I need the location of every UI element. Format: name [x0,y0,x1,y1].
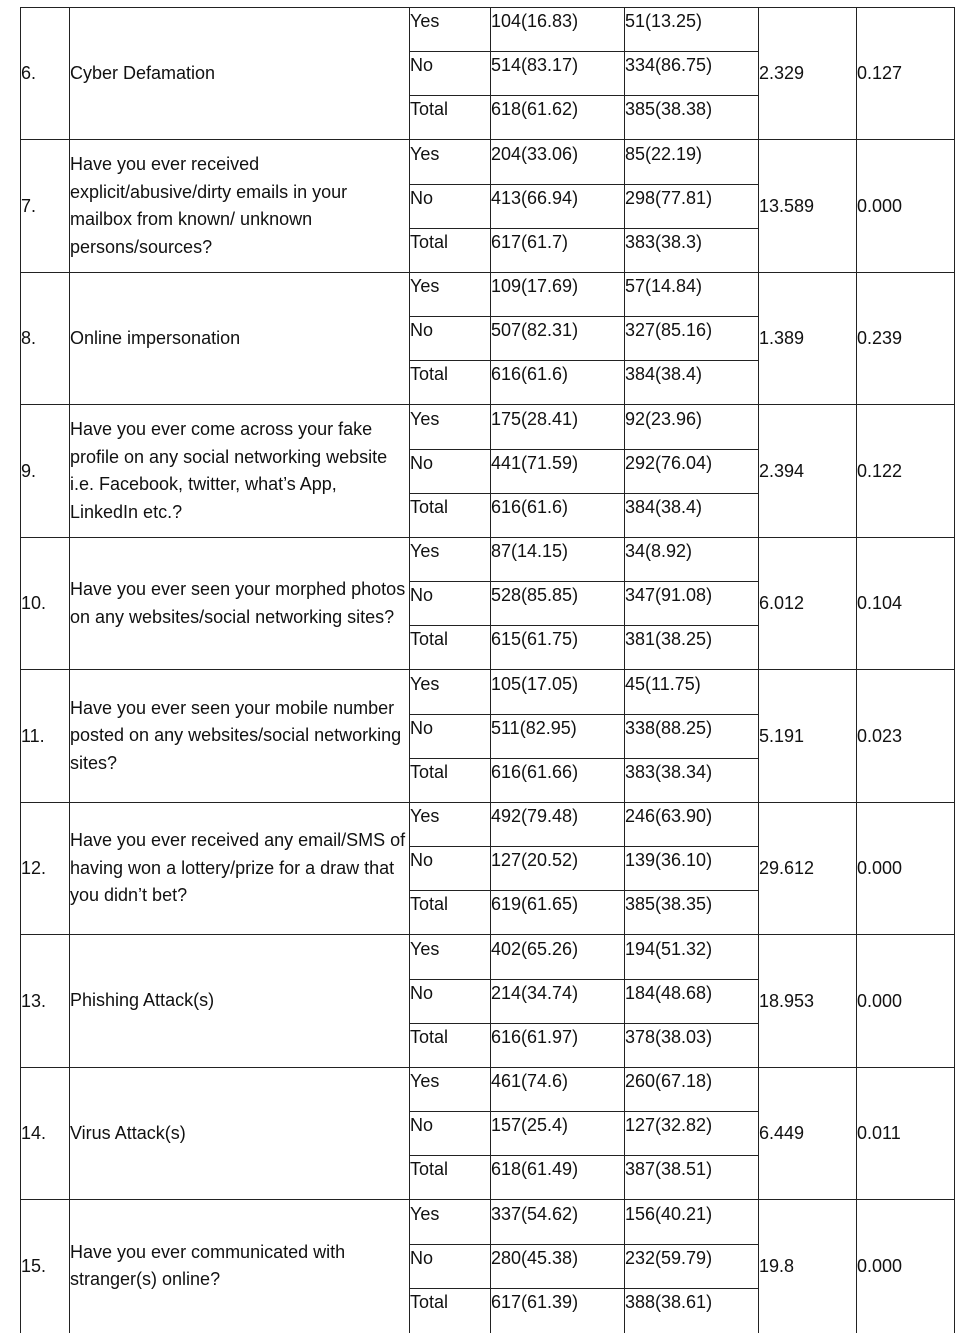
count-value-2: 85(22.19) [625,141,758,185]
count-value-1: 204(33.06) [491,141,624,185]
count-value-2: 387(38.51) [625,1159,713,1179]
count-value-1: 104(16.83) [491,8,624,52]
count-value-1: 615(61.75) [491,629,579,649]
count-value-1: 616(61.97) [491,1026,579,1047]
answer-label: Yes [410,406,490,450]
chi-square-value: 29.612 [759,803,857,935]
answer-label: No [410,980,490,1024]
p-value: 0.239 [857,273,955,405]
count-column-1-cell [491,1200,625,1333]
count-column-1-cell [491,670,625,803]
answer-label: No [410,52,490,96]
p-value: 0.000 [857,803,955,935]
question-text: Online impersonation [70,273,410,405]
count-column-1-cell [491,273,625,405]
count-value-1: 157(25.4) [491,1112,624,1156]
answer-label: Yes [410,141,490,185]
answer-label: Total [410,1291,449,1312]
count-value-2: 385(38.38) [625,99,713,119]
answer-label: Total [410,1159,449,1179]
p-value: 0.000 [857,1200,955,1333]
answer-cell [410,538,491,670]
answer-cell [410,670,491,803]
survey-table [20,7,955,1333]
table-row [21,803,955,935]
answer-label: No [410,847,490,891]
item-number: 14. [21,1068,70,1200]
count-value-2: 388(38.61) [625,1291,713,1312]
count-value-2: 246(63.90) [625,803,758,847]
item-number: 13. [21,935,70,1068]
count-value-2: 156(40.21) [625,1201,758,1245]
answer-label: No [410,185,490,229]
answer-label: Yes [410,538,490,582]
count-value-2: 327(85.16) [625,317,758,361]
table-row [21,1068,955,1200]
count-value-2: 298(77.81) [625,185,758,229]
count-column-2-cell [625,670,759,803]
answer-label: No [410,450,490,494]
count-value-1: 175(28.41) [491,406,624,450]
count-column-1-cell [491,1068,625,1200]
count-column-1-cell [491,8,625,140]
question-text: Have you ever received any email/SMS of having won a lottery/prize for a draw that you didn’t bet? [70,803,410,935]
count-column-2-cell [625,140,759,273]
count-value-2: 347(91.08) [625,582,758,626]
count-column-2-cell [625,1200,759,1333]
count-value-1: 87(14.15) [491,538,624,582]
question-text: Have you ever seen your mobile number posted on any websites/social networking sites? [70,670,410,803]
table-row [21,935,955,1068]
question-text: Have you ever seen your morphed photos on any websites/social networking sites? [70,538,410,670]
answer-label: Total [410,231,449,252]
answer-label: Total [410,761,449,782]
p-value: 0.104 [857,538,955,670]
count-value-1: 514(83.17) [491,52,624,96]
count-value-1: 528(85.85) [491,582,624,626]
count-value-1: 616(61.6) [491,364,569,384]
answer-label: Total [410,99,449,119]
count-value-1: 619(61.65) [491,894,579,914]
count-value-1: 337(54.62) [491,1201,624,1245]
table-row [21,1200,955,1333]
count-value-1: 214(34.74) [491,980,624,1024]
item-number: 12. [21,803,70,935]
question-text: Have you ever received explicit/abusive/dirty emails in your mailbox from known/ unknown persons/sources? [70,140,410,273]
answer-label: No [410,1245,490,1289]
count-value-2: 57(14.84) [625,273,758,317]
p-value: 0.000 [857,140,955,273]
count-value-2: 338(88.25) [625,715,758,759]
count-value-1: 616(61.66) [491,761,579,782]
table-row [21,8,955,140]
count-value-2: 45(11.75) [625,671,758,715]
p-value: 0.000 [857,935,955,1068]
item-number: 9. [21,405,70,538]
answer-label: Yes [410,803,490,847]
count-column-1-cell [491,538,625,670]
answer-label: Total [410,894,449,914]
answer-label: Total [410,496,449,517]
item-number: 10. [21,538,70,670]
count-column-2-cell [625,8,759,140]
count-column-2-cell [625,273,759,405]
count-value-2: 51(13.25) [625,8,758,52]
answer-label: Total [410,364,449,384]
count-value-2: 381(38.25) [625,629,713,649]
chi-square-value: 2.329 [759,8,857,140]
count-value-2: 385(38.35) [625,894,713,914]
count-value-2: 384(38.4) [625,496,703,517]
count-value-2: 232(59.79) [625,1245,758,1289]
count-column-2-cell [625,538,759,670]
count-value-1: 617(61.7) [491,231,569,252]
count-value-1: 492(79.48) [491,803,624,847]
chi-square-value: 1.389 [759,273,857,405]
count-value-1: 109(17.69) [491,273,624,317]
chi-square-value: 2.394 [759,405,857,538]
count-value-2: 378(38.03) [625,1026,713,1047]
item-number: 8. [21,273,70,405]
count-value-2: 260(67.18) [625,1068,758,1112]
count-value-1: 618(61.62) [491,99,579,119]
answer-cell [410,1200,491,1333]
answer-label: No [410,317,490,361]
answer-cell [410,273,491,405]
count-value-1: 618(61.49) [491,1159,579,1179]
count-value-2: 34(8.92) [625,538,758,582]
table-row [21,140,955,273]
item-number: 6. [21,8,70,140]
table-row [21,670,955,803]
count-value-1: 441(71.59) [491,450,624,494]
p-value: 0.011 [857,1068,955,1200]
table-body [21,8,955,1333]
count-column-1-cell [491,803,625,935]
count-value-2: 184(48.68) [625,980,758,1024]
answer-cell [410,1068,491,1200]
item-number: 7. [21,140,70,273]
item-number: 15. [21,1200,70,1333]
count-column-2-cell [625,803,759,935]
answer-label: Yes [410,936,490,980]
count-column-2-cell [625,935,759,1068]
p-value: 0.122 [857,405,955,538]
answer-label: Yes [410,1201,490,1245]
count-value-1: 127(20.52) [491,847,624,891]
answer-cell [410,8,491,140]
count-value-2: 292(76.04) [625,450,758,494]
count-value-1: 280(45.38) [491,1245,624,1289]
count-column-2-cell [625,1068,759,1200]
count-value-2: 127(32.82) [625,1112,758,1156]
answer-label: Total [410,1026,449,1047]
chi-square-value: 19.8 [759,1200,857,1333]
answer-label: No [410,715,490,759]
chi-square-value: 5.191 [759,670,857,803]
item-number: 11. [21,670,70,803]
answer-cell [410,803,491,935]
count-value-1: 617(61.39) [491,1291,579,1312]
question-text: Have you ever communicated with stranger(s) online? [70,1200,410,1333]
count-value-1: 402(65.26) [491,936,624,980]
p-value: 0.127 [857,8,955,140]
chi-square-value: 6.012 [759,538,857,670]
count-value-2: 139(36.10) [625,847,758,891]
question-text: Virus Attack(s) [70,1068,410,1200]
chi-square-value: 18.953 [759,935,857,1068]
count-value-2: 194(51.32) [625,936,758,980]
count-value-2: 334(86.75) [625,52,758,96]
answer-label: No [410,582,490,626]
table-row [21,405,955,538]
answer-cell [410,140,491,273]
count-value-1: 507(82.31) [491,317,624,361]
count-column-2-cell [625,405,759,538]
p-value: 0.023 [857,670,955,803]
count-value-2: 383(38.3) [625,231,703,252]
question-text: Cyber Defamation [70,8,410,140]
count-column-1-cell [491,935,625,1068]
question-text: Phishing Attack(s) [70,935,410,1068]
count-value-2: 383(38.34) [625,761,713,782]
answer-label: Yes [410,671,490,715]
answer-cell [410,405,491,538]
answer-label: Total [410,629,449,649]
answer-label: Yes [410,8,490,52]
table-row [21,538,955,670]
table-row [21,273,955,405]
chi-square-value: 6.449 [759,1068,857,1200]
count-value-1: 105(17.05) [491,671,624,715]
count-value-1: 511(82.95) [491,715,624,759]
count-value-2: 384(38.4) [625,364,703,384]
count-value-2: 92(23.96) [625,406,758,450]
answer-label: No [410,1112,490,1156]
answer-cell [410,935,491,1068]
count-value-1: 413(66.94) [491,185,624,229]
question-text: Have you ever come across your fake profile on any social networking website i.e. Facebook, twitter, what’s App, LinkedIn etc.? [70,405,410,538]
answer-label: Yes [410,1068,490,1112]
count-value-1: 461(74.6) [491,1068,624,1112]
answer-label: Yes [410,273,490,317]
chi-square-value: 13.589 [759,140,857,273]
count-value-1: 616(61.6) [491,496,569,517]
count-column-1-cell [491,405,625,538]
count-column-1-cell [491,140,625,273]
